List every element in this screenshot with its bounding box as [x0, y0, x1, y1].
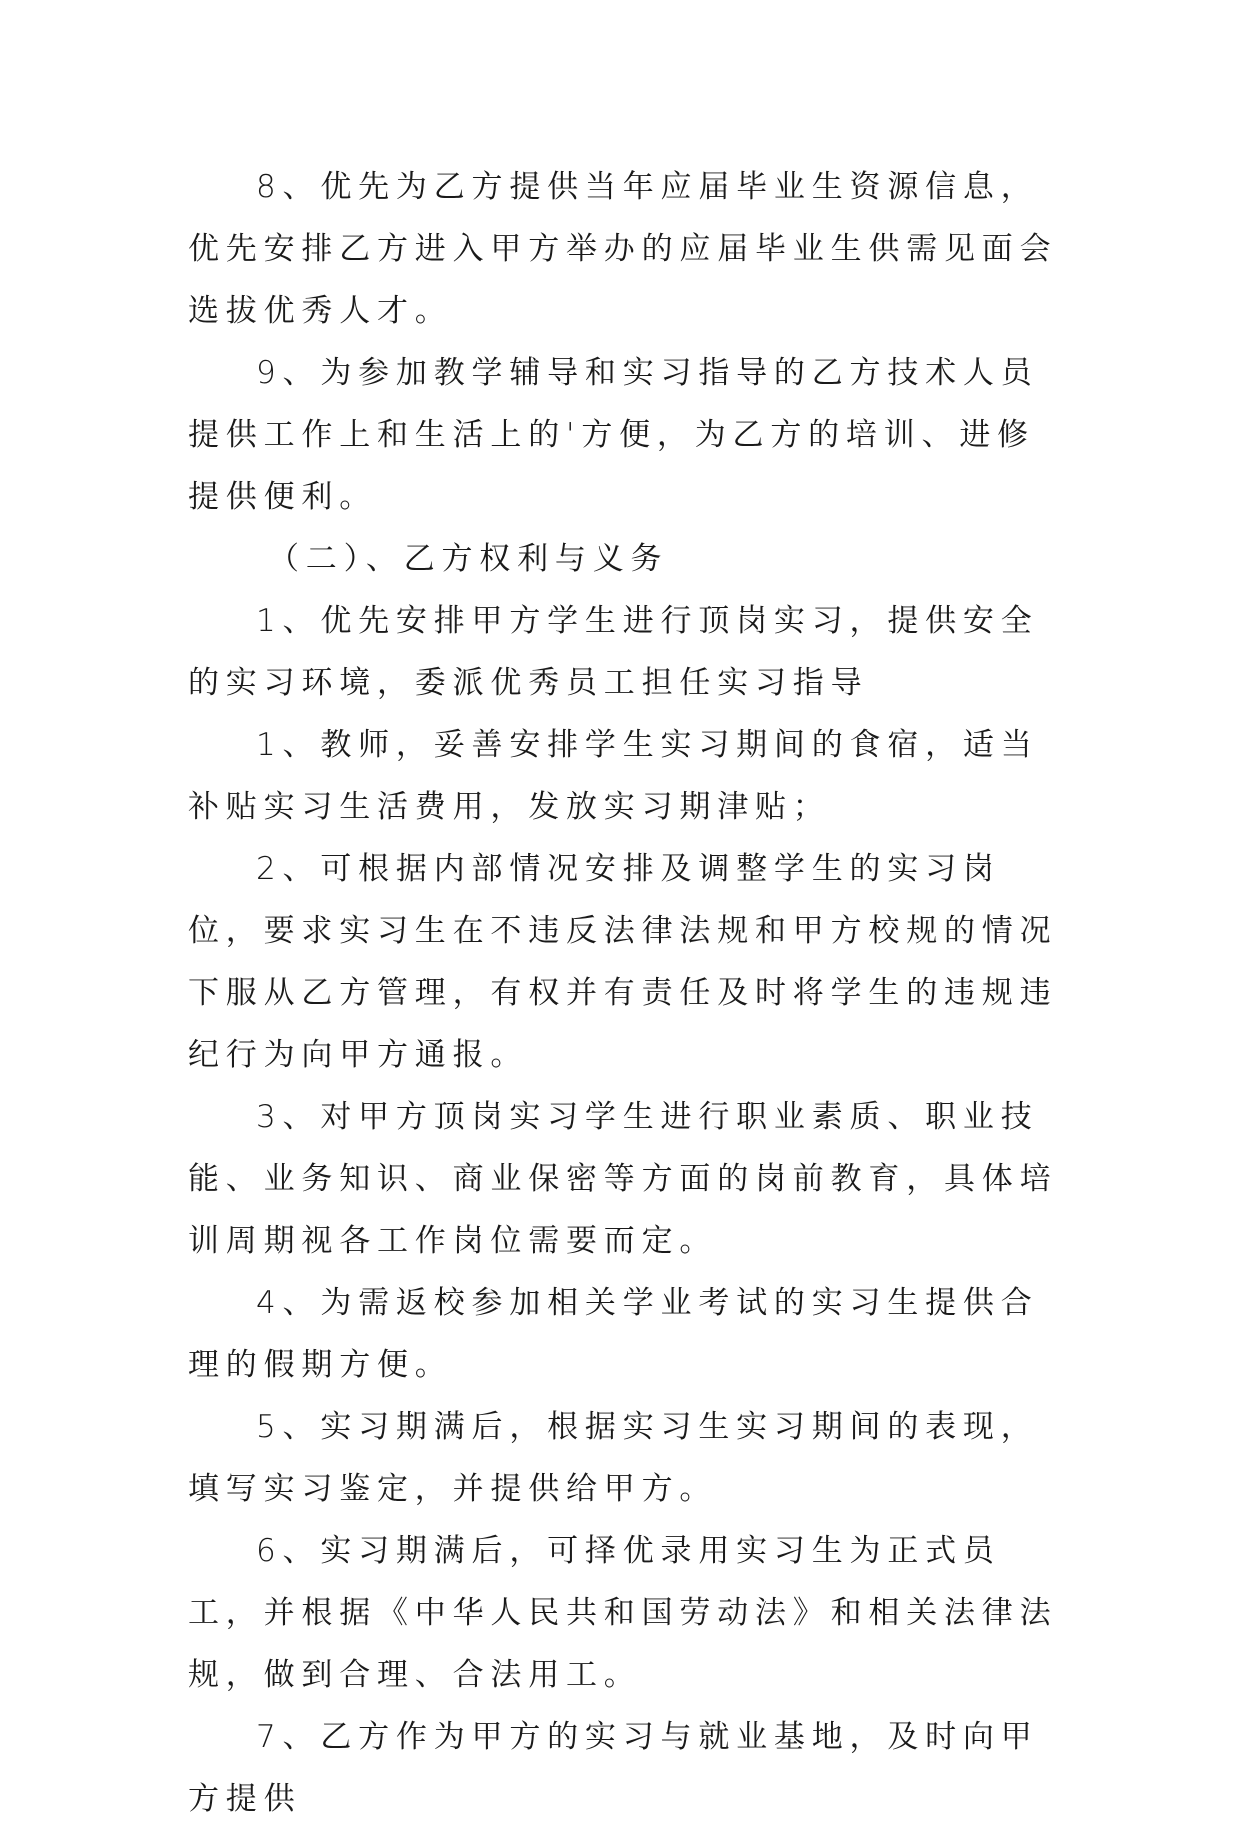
section-heading-party-b: （二）、乙方权利与义务: [268, 541, 669, 577]
paragraph-item-5: 5、实习期满后，根据实习生实习期间的表现，填写实习鉴定，并提供给甲方。: [188, 1409, 1039, 1507]
paragraph-item-2: 2、可根据内部情况安排及调整学生的实习岗位，要求实习生在不违反法律法规和甲方校规的情况下服从乙方管理，有权并有责任及时将学生的违规违纪行为向甲方通报。: [188, 851, 1058, 1073]
paragraph-item-7: 7、乙方作为甲方的实习与就业基地，及时向甲方提供: [188, 1719, 1039, 1817]
paragraph-item-8: 8、优先为乙方提供当年应届毕业生资源信息，优先安排乙方进入甲方举办的应届毕业生供需见面会选拔优秀人才。: [188, 169, 1058, 329]
paragraph-item-3: 3、对甲方顶岗实习学生进行职业素质、职业技能、业务知识、商业保密等方面的岗前教育，具体培训周期视各工作岗位需要而定。: [188, 1099, 1058, 1259]
document-body: [188, 156, 1068, 1830]
paragraph-item-1a: 1、优先安排甲方学生进行顶岗实习，提供安全的实习环境，委派优秀员工担任实习指导: [188, 603, 1039, 701]
paragraph-item-9: 9、为参加教学辅导和实习指导的乙方技术人员提供工作上和生活上的'方便，为乙方的培训、进修提供便利。: [188, 355, 1039, 515]
paragraph-item-1b: 1、教师，妥善安排学生实习期间的食宿，适当补贴实习生活费用，发放实习期津贴；: [188, 727, 1039, 825]
paragraph-item-6: 6、实习期满后，可择优录用实习生为正式员工，并根据《中华人民共和国劳动法》和相关法律法规，做到合理、合法用工。: [188, 1533, 1058, 1693]
paragraph-item-4: 4、为需返校参加相关学业考试的实习生提供合理的假期方便。: [188, 1285, 1039, 1383]
